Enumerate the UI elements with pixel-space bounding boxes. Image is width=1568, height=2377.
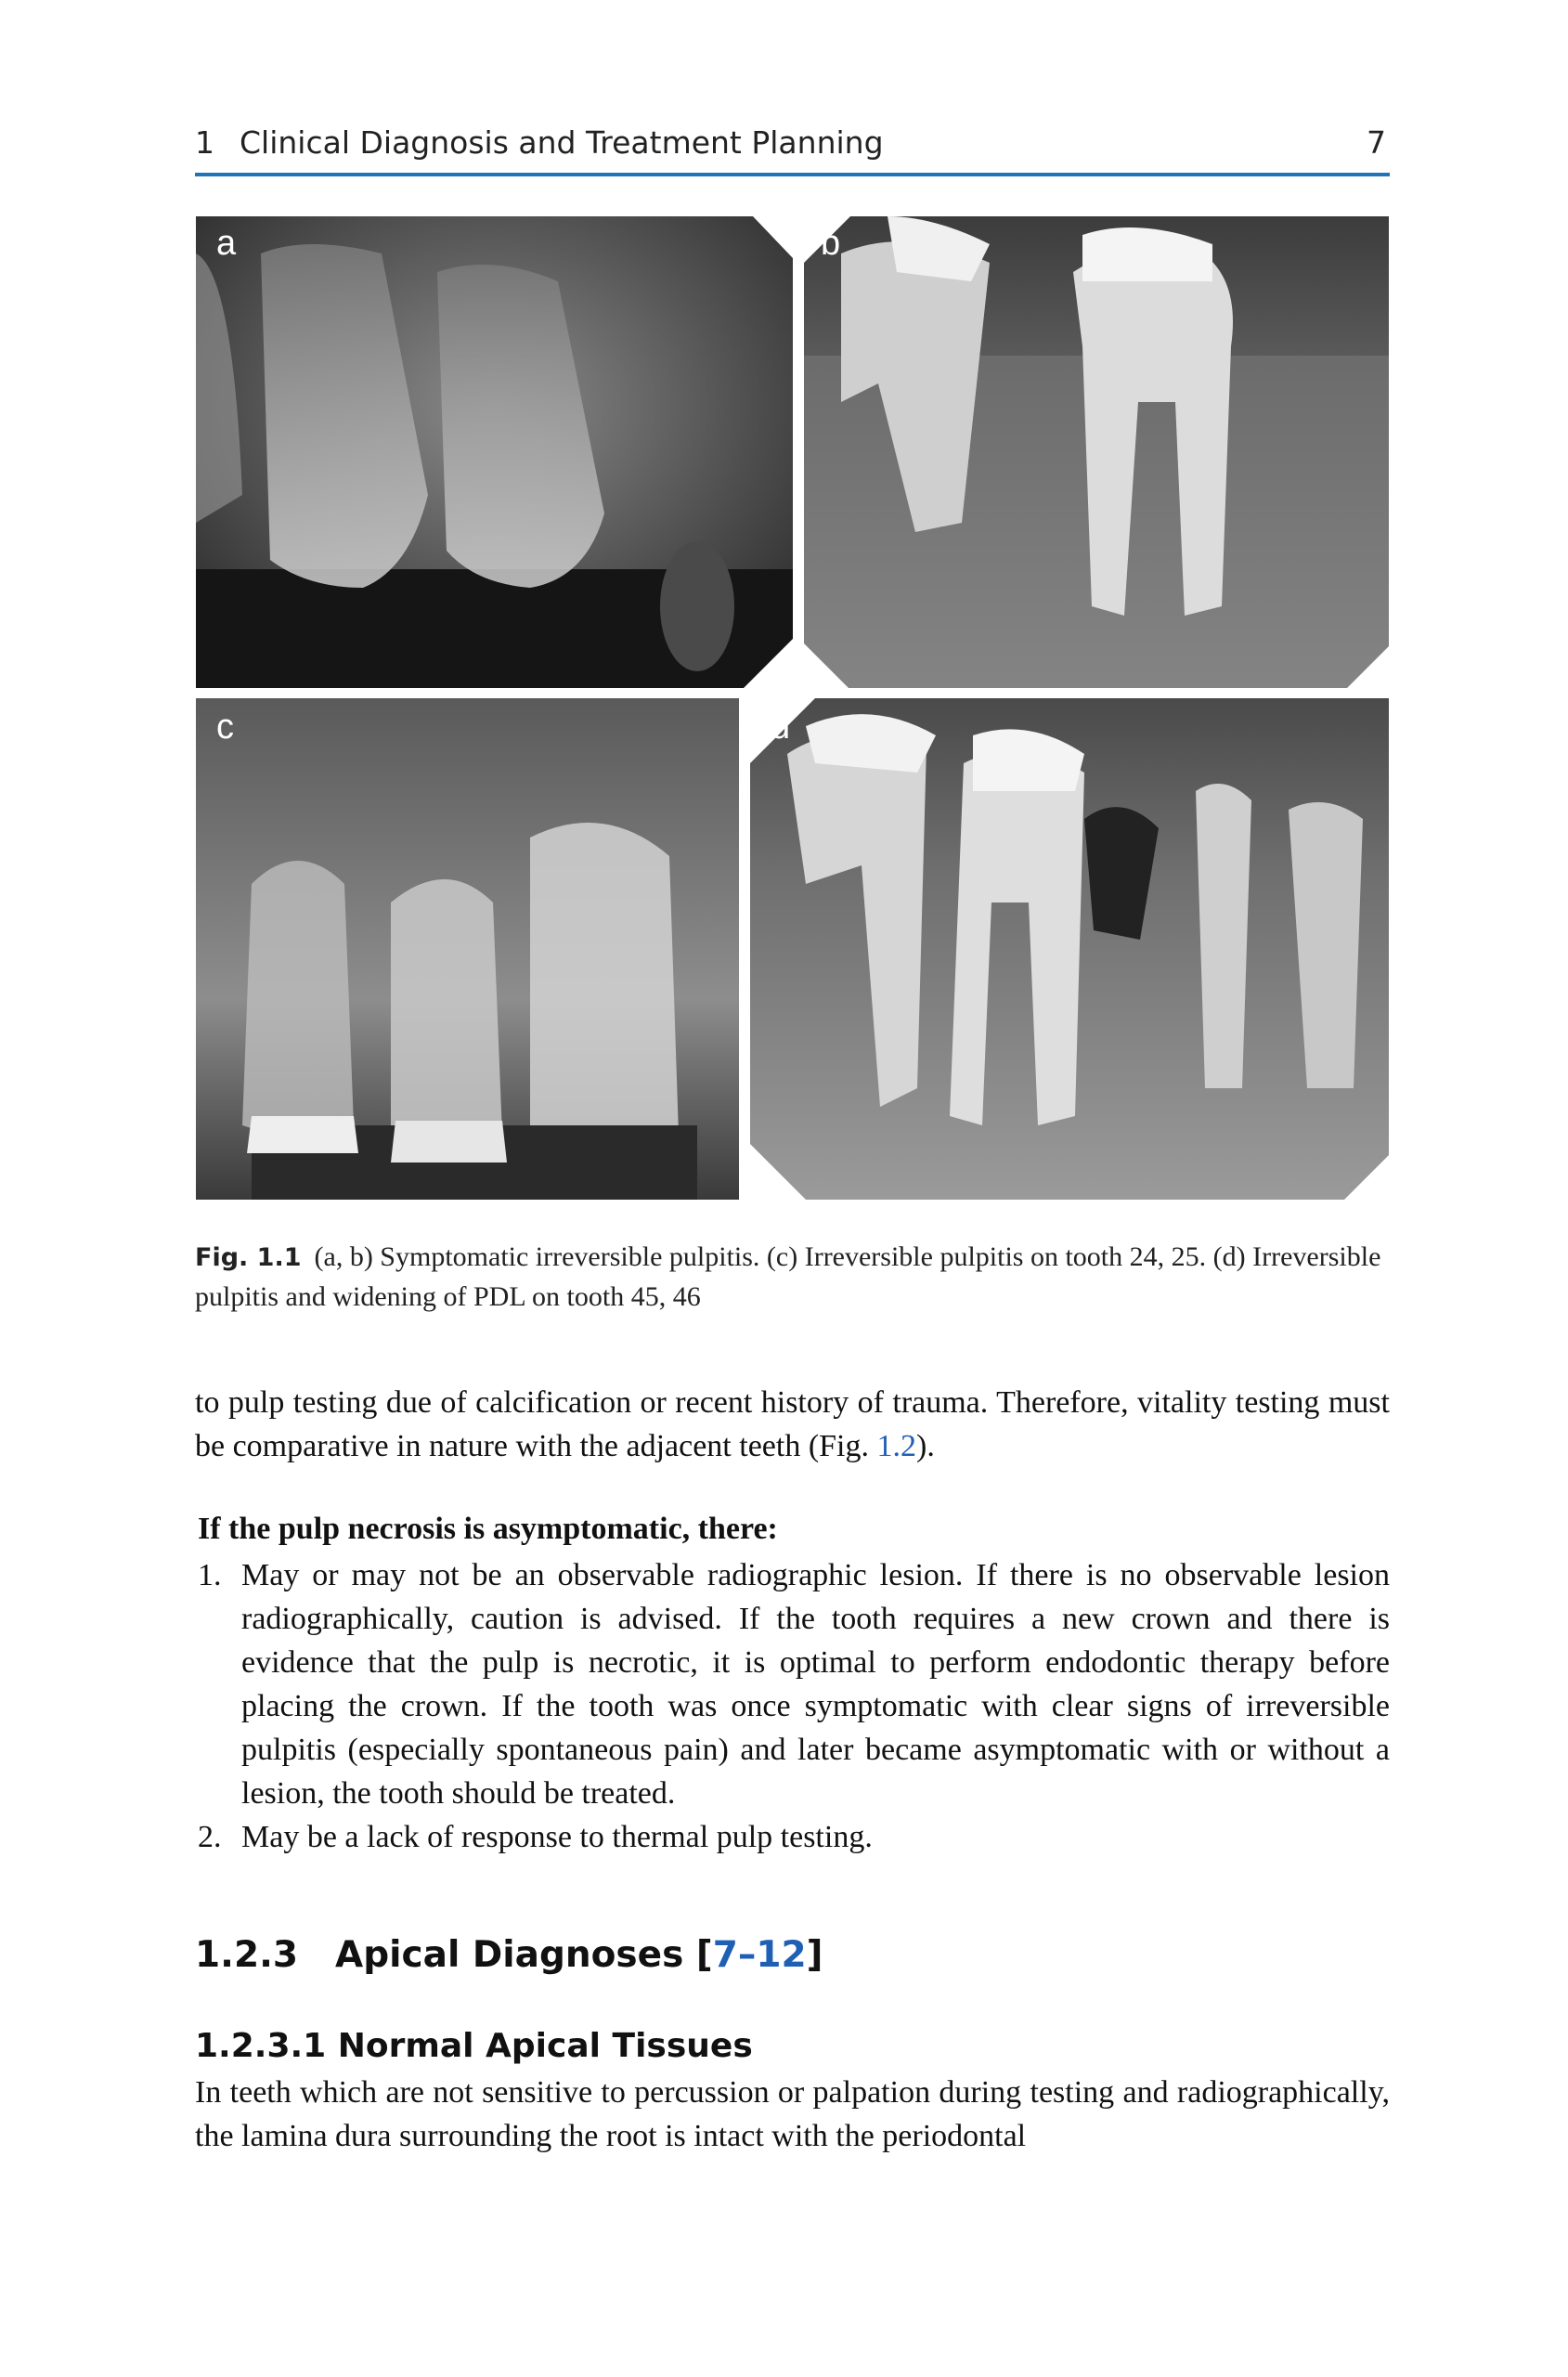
- run-in-heading: If the pulp necrosis is asymptomatic, there:: [198, 1512, 778, 1546]
- section-heading: [195, 1934, 823, 1976]
- radiograph-panel-c: [196, 698, 739, 1200]
- panel-label-b: b: [821, 224, 841, 263]
- panel-label-d: d: [771, 708, 791, 747]
- numbered-list: [198, 1553, 1390, 1859]
- subsection-heading: 1.2.3.1 Normal Apical Tissues: [195, 2027, 753, 2065]
- section-title: Apical Diagnoses [: [335, 1934, 713, 1976]
- para1-text: to pulp testing due of calcification or recent history of trauma. Therefore, vitality testing must be comparative in nature with the adjacent teeth (Fig.: [195, 1385, 1390, 1463]
- chapter-title: Clinical Diagnosis and Treatment Planning: [240, 124, 884, 161]
- header-rule: [195, 173, 1390, 176]
- citation-link[interactable]: 7–12: [712, 1934, 807, 1976]
- radiograph-panel-d: [750, 698, 1389, 1200]
- chapter-number: 1: [195, 124, 214, 161]
- running-header: [195, 121, 1390, 169]
- figure-label: Fig. 1.1: [195, 1243, 302, 1272]
- list-item-text: May or may not be an observable radiographic lesion. If there is no observable lesion radiographically, caution is advised. If the tooth requires a new crown and there is evidence that the pulp is necrotic, it is optimal to perform endodontic therapy before placing the crown. If the tooth was once symptomatic with clear signs of irreversible pulpitis (especially spontaneous pain) and later became asymptomatic with or without a lesion, the tooth should be treated.: [241, 1558, 1390, 1811]
- panel-label-a: a: [216, 224, 237, 263]
- para1-text-end: ).: [916, 1429, 935, 1463]
- body-paragraph-2: In teeth which are not sensitive to percussion or palpation during testing and radiographically, the lamina dura surrounding the root is intact with the periodontal: [195, 2075, 1390, 2153]
- list-number: 1.: [198, 1558, 222, 1592]
- section-number: 1.2.3: [195, 1934, 299, 1976]
- figure-caption: [195, 1238, 1390, 1317]
- list-item-text: May be a lack of response to thermal pulp testing.: [241, 1820, 873, 1854]
- figure-caption-text: (a, b) Symptomatic irreversible pulpitis. (c) Irreversible pulpitis on tooth 24, 25. (d) Irreversible pulpitis and widening of PDL on tooth 45, 46: [195, 1241, 1381, 1312]
- section-bracket: ]: [806, 1934, 823, 1976]
- radiograph-panel-b: [804, 216, 1389, 688]
- panel-label-c: c: [216, 708, 234, 747]
- body-paragraph-1: [195, 1381, 1390, 1468]
- list-item: [198, 1553, 1390, 1815]
- list-number: 2.: [198, 1820, 222, 1854]
- page-number: 7: [1367, 124, 1386, 161]
- figure-reference-link[interactable]: 1.2: [876, 1429, 917, 1463]
- radiograph-panel-a: [196, 216, 793, 688]
- list-item: [198, 1815, 1390, 1859]
